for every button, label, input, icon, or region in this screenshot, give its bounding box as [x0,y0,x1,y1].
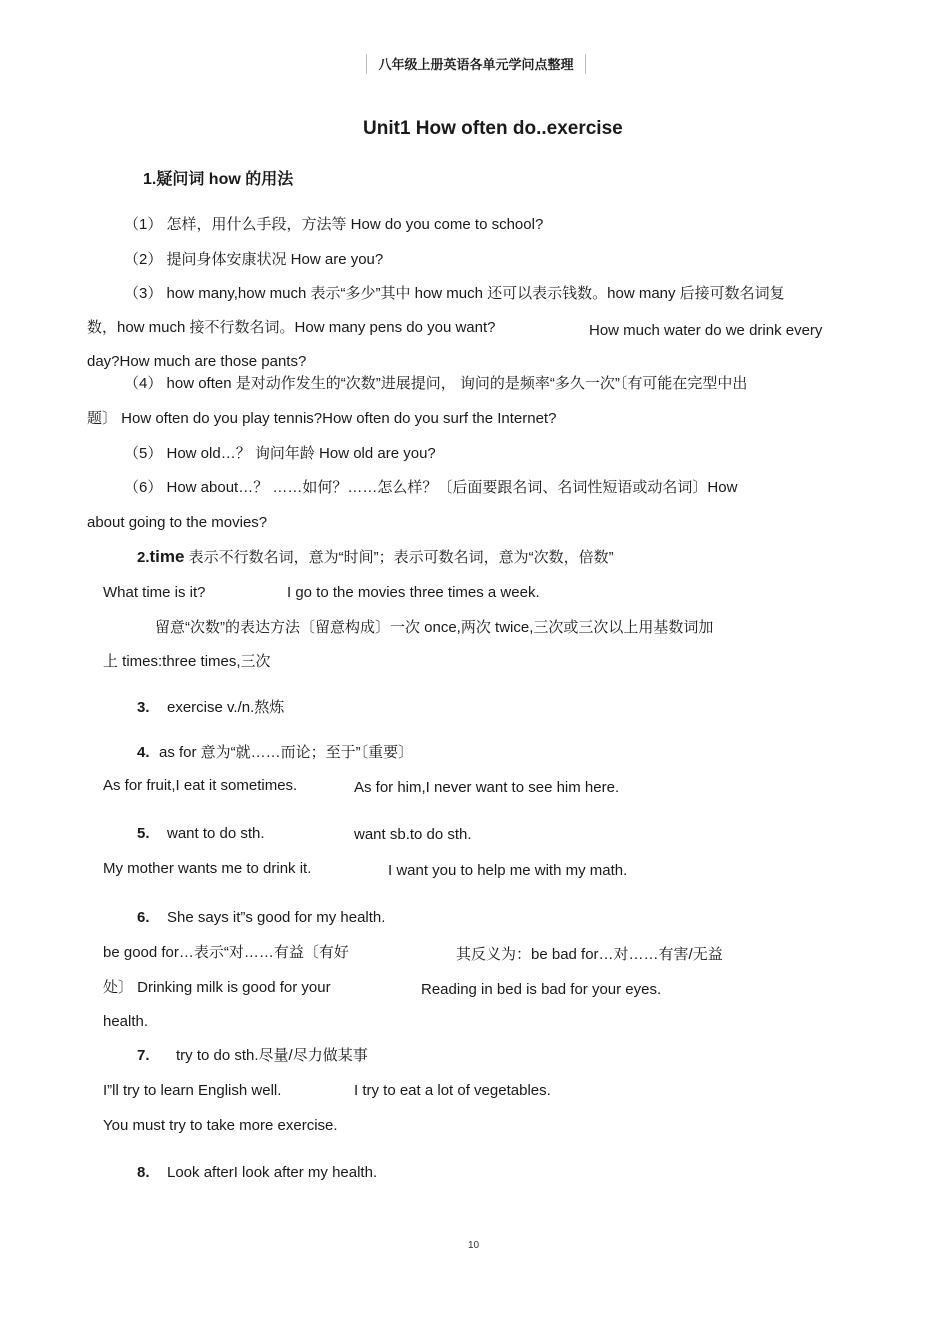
section-6-text: She says it”s good for my health. [167,909,386,926]
section-6-right-line-2: Reading in bed is bad for your eyes. [421,981,662,998]
section-1-item-6-line-2: about going to the movies? [87,514,268,531]
section-2-note-line-2: 上 times:three times,三次 [103,653,271,670]
section-2-note-line-1: 留意“次数”的表达方法〔留意构成〕一次 once,两次 twice,三次或三次以上用基数词加 [155,619,714,636]
section-4-example-1: As for fruit,I eat it sometimes. [103,777,298,794]
section-1-item-3-line-2: 数，how much 接不行数名词。How many pens do you want? [87,319,496,336]
section-2-heading [137,547,614,568]
section-7-number: 7. [137,1047,150,1064]
section-4-example-2: As for him,I never want to see him here. [354,779,620,796]
section-1-item-5: （5） How old…？ 询问年龄 How old are you? [124,445,436,462]
page-header: 八年级上册英语各单元学问点整理 [366,54,586,74]
section-2-word: time [149,547,185,566]
section-7-example-1: I”ll try to learn English well. [103,1082,282,1099]
section-2-number: 2. [137,549,150,566]
section-6-left-line-1: be good for…表示“对……有益〔有好 [103,944,349,961]
section-2-example-2: I go to the movies three times a week. [287,584,540,601]
section-3-text: exercise v./n.熬炼 [167,699,285,716]
section-1-item-4-line-2: 题〕 How often do you play tennis?How often do you surf the Internet? [87,410,557,427]
section-4-number: 4. [137,744,150,761]
section-6-number: 6. [137,909,150,926]
unit-title: Unit1 How often do..exercise [363,118,623,139]
section-7-text: try to do sth.尽量/尽力做某事 [176,1047,368,1064]
section-3-number: 3. [137,699,150,716]
section-5-example-2: I want you to help me with my math. [388,862,628,879]
section-1-item-3-line-1: （3） how many,how much 表示“多少”其中 how much 还可以表示钱数。how many 后接可数名词复 [124,285,785,302]
section-6-left-line-3: health. [103,1013,149,1030]
section-1-heading: 1.疑问词 how 的用法 [143,171,294,188]
section-1-item-6-line-1: （6） How about…？ ……如何？……怎么样？〔后面要跟名词、名词性短语或动名词〕How [124,479,738,496]
section-1-item-3-line-2-right: How much water do we drink every [589,322,823,339]
section-7-example-2: I try to eat a lot of vegetables. [354,1082,551,1099]
section-5-example-1: My mother wants me to drink it. [103,860,312,877]
section-2-example-1: What time is it? [103,584,206,601]
section-6-right-line-1: 其反义为：be bad for…对……有害/无益 [456,946,723,963]
section-1-item-3-line-3: day?How much are those pants? [87,353,307,370]
section-8-text: Look afterI look after my health. [167,1164,378,1181]
section-5-text-2: want sb.to do sth. [354,826,472,843]
section-5-number: 5. [137,825,150,842]
section-1-item-1: （1） 怎样，用什么手段，方法等 How do you come to school? [124,216,544,233]
section-6-left-line-2: 处〕 Drinking milk is good for your [103,979,331,996]
section-1-item-2: （2） 提问身体安康状况 How are you? [124,251,384,268]
section-2-desc: 表示不行数名词，意为“时间”；表示可数名词，意为“次数，倍数” [184,549,614,566]
page-number: 10 [468,1240,480,1251]
section-1-item-4-line-1: （4） how often 是对动作发生的“次数”进展提问， 询问的是频率“多久一次”〔有可能在完型中出 [124,375,748,392]
section-5-text-1: want to do sth. [167,825,265,842]
section-7-example-3: You must try to take more exercise. [103,1117,338,1134]
section-8-number: 8. [137,1164,150,1181]
section-4-text: as for 意为“就……而论；至于”〔重要〕 [159,744,414,761]
